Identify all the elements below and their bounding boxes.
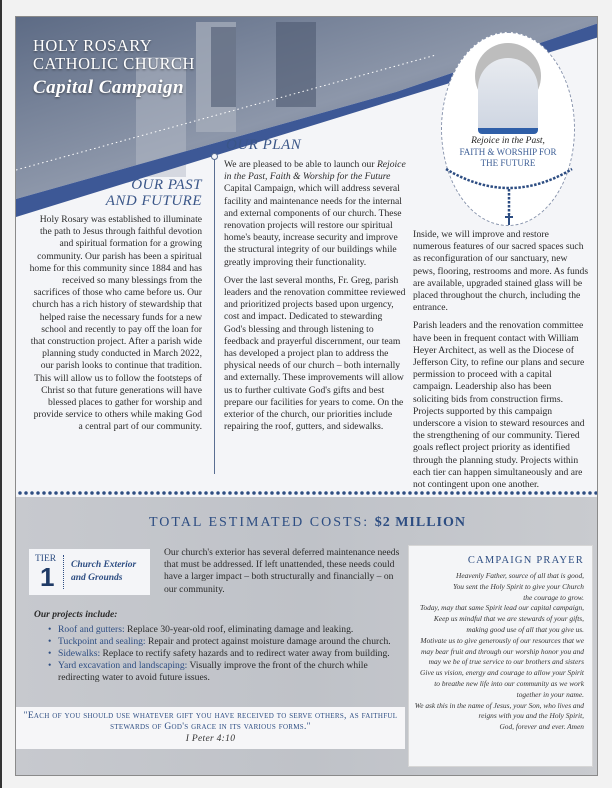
scripture-quote: "Each of you should use whatever gift you have received to serve others, as faithful stewards of God's grace in its various forms." I Peter 4:10 bbox=[16, 707, 405, 749]
title-line-2: CATHOLIC CHURCH bbox=[33, 54, 195, 73]
quote-citation: I Peter 4:10 bbox=[185, 734, 236, 744]
church-title bbox=[33, 37, 195, 97]
divider-line bbox=[214, 156, 215, 474]
past-heading: OUR PAST AND FUTURE bbox=[105, 177, 202, 209]
medallion-tagline-3: THE FUTURE bbox=[480, 158, 536, 168]
dotted-divider bbox=[16, 489, 598, 497]
plan-body-continued: Inside, we will improve and restore numerous features of our sacred spaces such as reconfiguration of our sanctuary, new pews, flooring, restrooms and more. As funds are available, upgraded stained glass will be placed throughout the church, including the entrance. Parish leaders and the renovation committee have been in frequent contact with William Heyer Architect, as well as the Diocese of Jefferson City, to refine our plans and secure permission to proceed with a capital campaign. Leadership also has been soliciting bids from construction firms. Projects supported by this campaign underscore a vision to steward resources and the strengthening of our community. Tiered goals reflect project priority as identified through the planning study. Projects within each tier can happen simultaneously and are not contingent upon one another. bbox=[413, 229, 589, 491]
total-costs-heading: TOTAL ESTIMATED COSTS: $2 MILLION bbox=[148, 515, 466, 530]
rosary-icon bbox=[442, 167, 576, 227]
campaign-prayer-box bbox=[408, 545, 593, 767]
plan-body: We are pleased to be able to launch our Rejoice in the Past, Faith & Worship for the Future Capital Campaign, which will address several facility and maintenance needs for the internal and external components of our church. These renovation projects will restore our spiritual home's beauty, increase security and improve the structural integrity of our buildings while greatly improving their functionality. Over the last several months, Fr. Greg, parish leaders and the renovation committee reviewed and prioritized projects based upon urgency, cost and impact. Dedicated to stewarding God's blessing and through listening to feedback and prayerful discernment, our team has developed a project plan to address the physical needs of our church – both internally and externally. These improvements will allow us to further cultivate God's gifts and best prepare our facilities for years to come. On the exterior of the church, our priorities include repairing the roof, gutters, and sidewalks. bbox=[224, 159, 406, 433]
window-edge bbox=[0, 0, 2, 788]
tier-1-badge: TIER 1 Church Exterior and Grounds bbox=[29, 549, 150, 595]
prayer-text: Heavenly Father, source of all that is good, You sent the Holy Spirit to give your Church the courage to grow. Today, may that same Spirit lead our capital campaign, Keep us mindful that we are stewards of your gifts, making good use of all that you give us. Motivate us to give generously of our resources that we may bear fruit and through our worship honor you and may we be of true service to our brothers and sisters Give us vision, energy and courage to allow your Spirit to breathe new life into our community as we work together in your name. We ask this in the name of Jesus, your Son, who lives and reigns with you and the Holy Spirit, God, forever and ever. Amen bbox=[414, 571, 584, 732]
campaign-subtitle: Capital Campaign bbox=[33, 77, 185, 98]
brochure-page bbox=[15, 16, 598, 776]
list-item: • Sidewalks: Replace to rectify safety hazards and to redirect water away from building. bbox=[48, 648, 398, 660]
list-item: • Yard excavation and landscaping: Visually improve the front of the church while redirecting water to avoid future issues. bbox=[48, 660, 398, 684]
medallion-tagline-2: FAITH & WORSHIP FOR bbox=[459, 147, 557, 157]
divider-dot bbox=[211, 153, 218, 160]
medallion-tagline-1: Rejoice in the Past, bbox=[471, 136, 545, 146]
past-body: Holy Rosary was established to illuminate the path to Jesus through faithful devotion and spiritual formation for a growing community. Our parish has been a spiritual home for this community since 1884 and has received so many blessings from the sacrifices of those who came before us. Our church has a rich history of stewardship that helped raise the necessary funds for a new school and recently to pay off the loan for that construction project. After a parish wide planning study conducted in March 2022, our parish looks to continue that tradition. This will allow us to follow the footsteps of Christ so that future generations will have blessed places to gather for worship and provide service to others while making God a central part of our community. bbox=[29, 214, 202, 433]
prayer-heading: CAMPAIGN PRAYER bbox=[467, 555, 584, 566]
campaign-medallion-logo bbox=[441, 32, 575, 226]
list-item: • Tuckpoint and sealing: Repair and protect against moisture damage around the church. bbox=[48, 636, 398, 648]
list-item: • Roof and gutters: Replace 30-year-old roof, eliminating damage and leaking. bbox=[48, 624, 398, 636]
projects-list bbox=[48, 624, 398, 684]
projects-heading: Our projects include: bbox=[34, 610, 118, 620]
title-line-1: HOLY ROSARY bbox=[33, 36, 153, 55]
mary-figure-icon bbox=[478, 58, 538, 134]
plan-heading: OUR PLAN bbox=[226, 137, 302, 153]
tier-description: Our church's exterior has several deferred maintenance needs that must be addressed. If left unattended, these needs could have a larger impact – both structurally and financially – on our community. bbox=[164, 547, 400, 595]
